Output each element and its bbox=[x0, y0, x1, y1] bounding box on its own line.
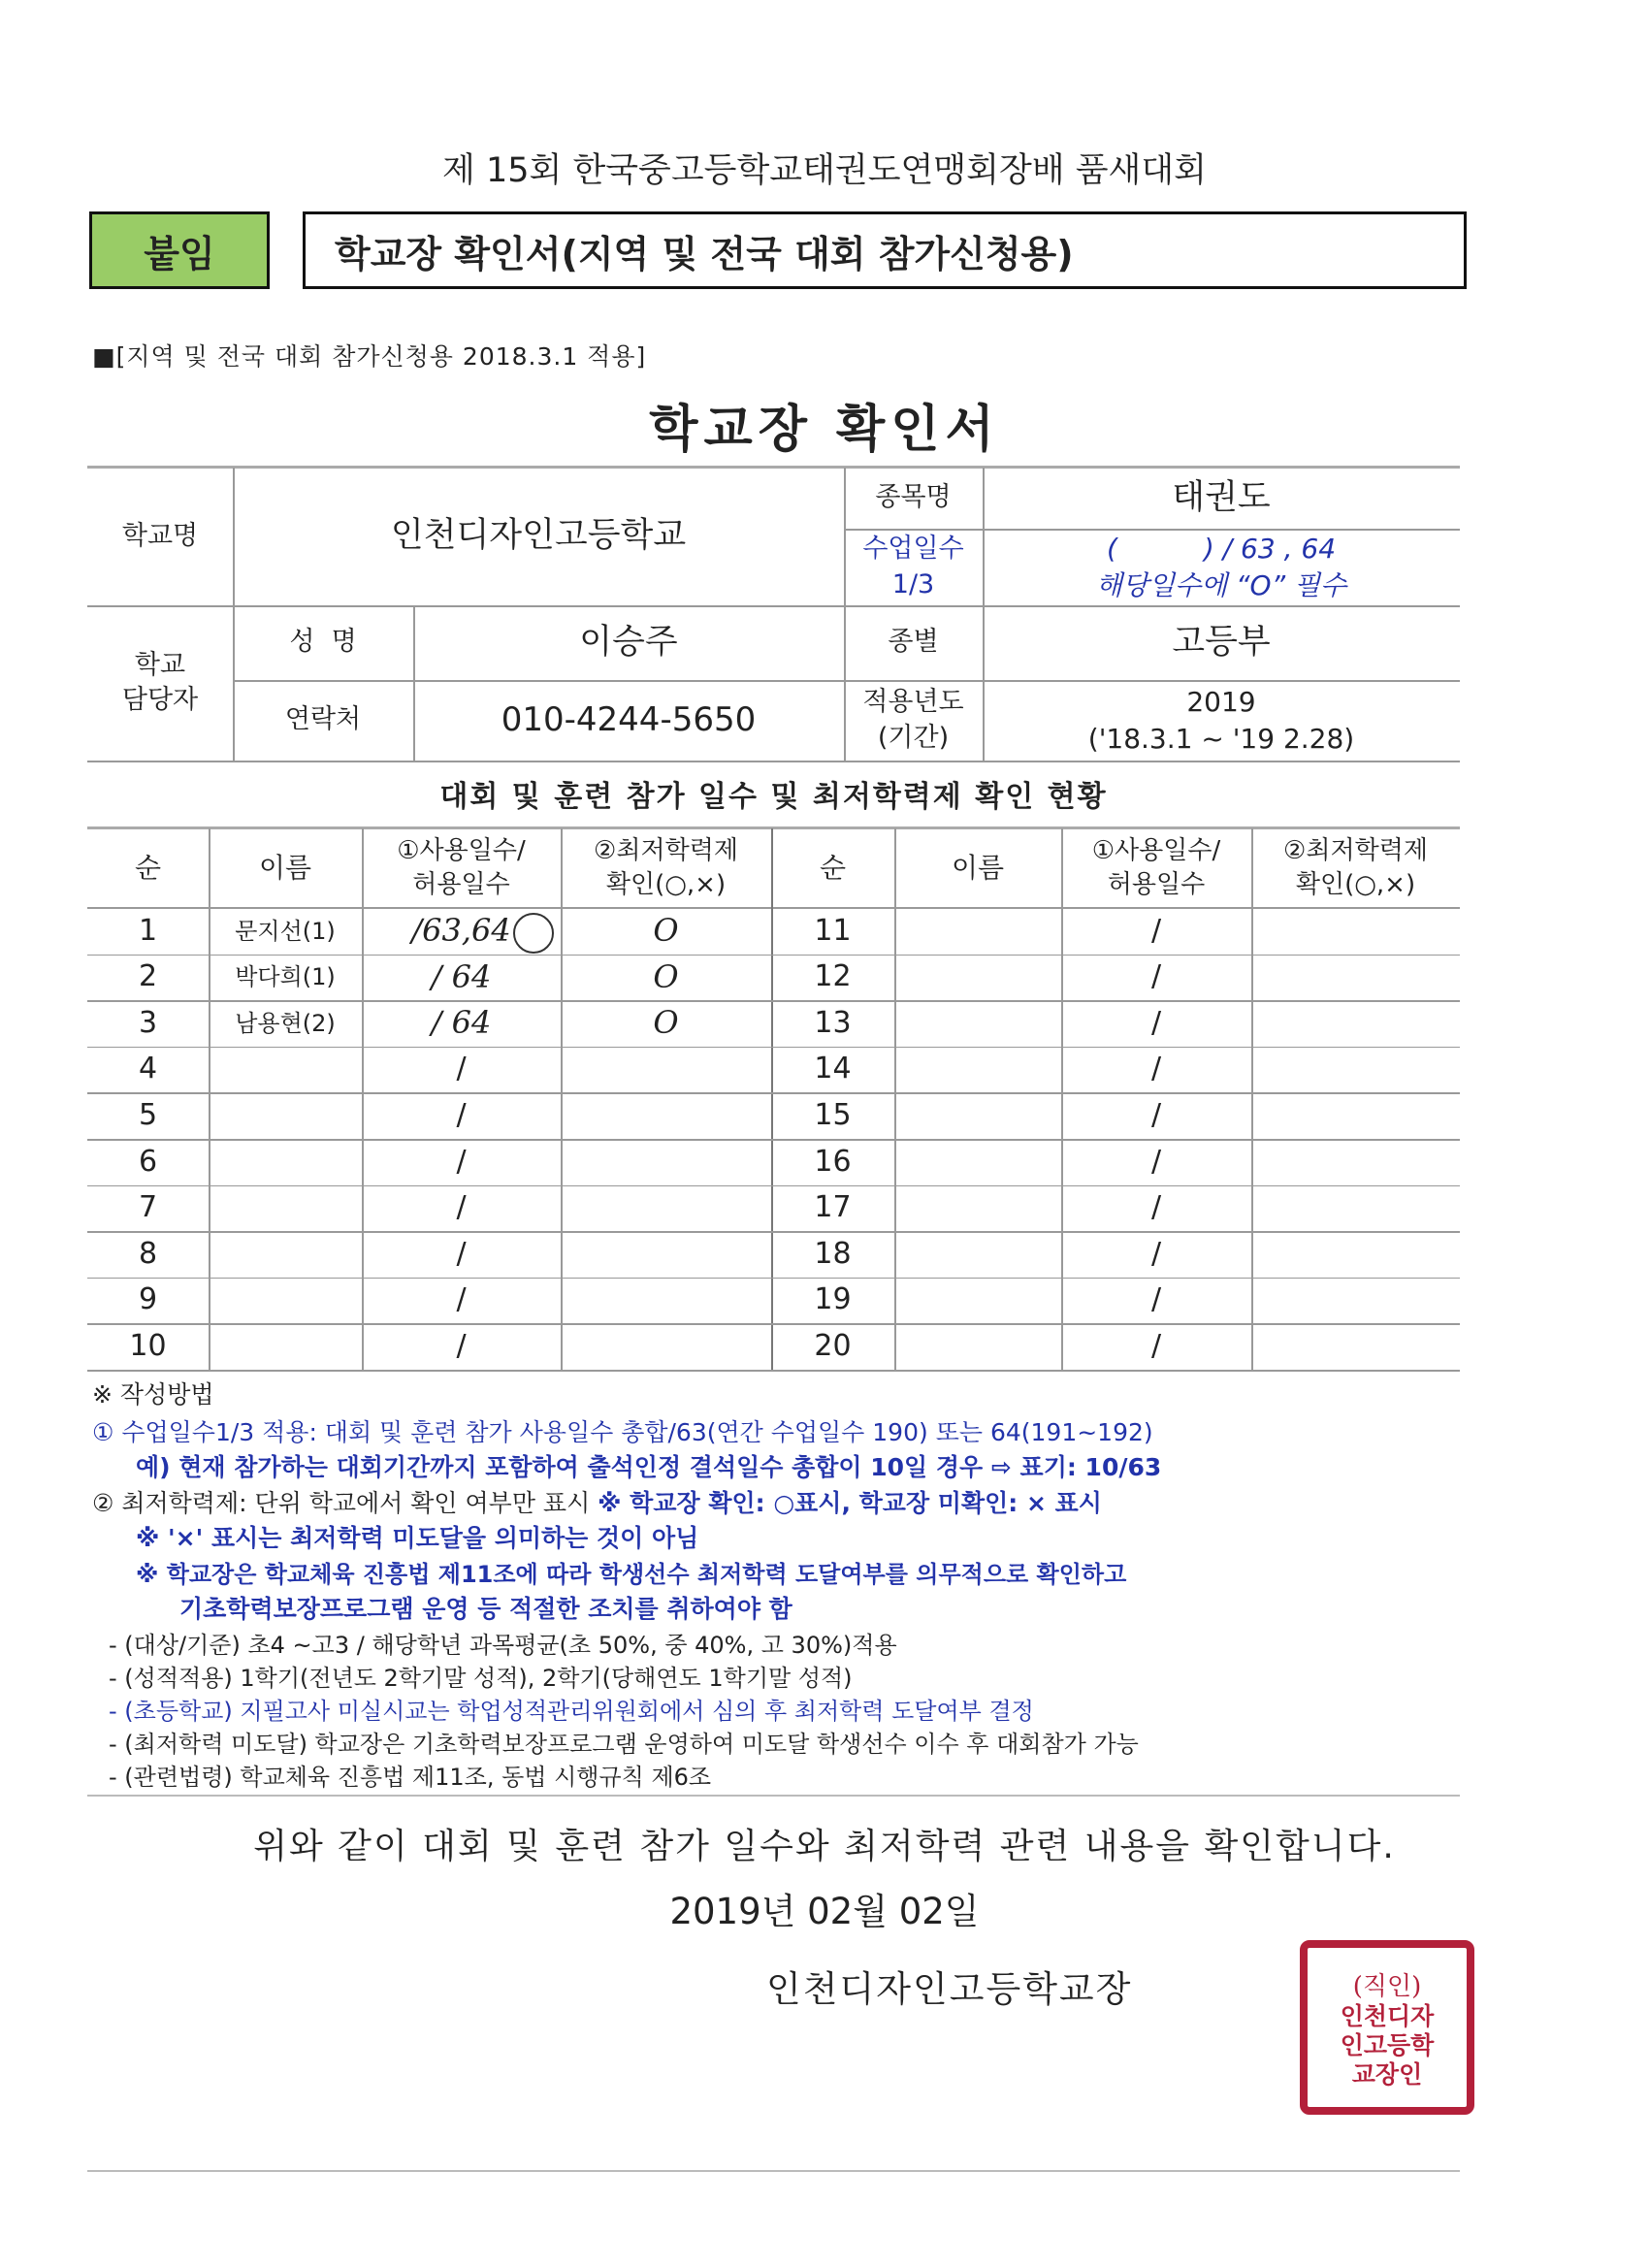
year-value bbox=[983, 680, 1460, 761]
contact-group-label bbox=[87, 605, 233, 761]
participant-name bbox=[894, 1000, 1061, 1047]
signer-title: 인천디자인고등학교장 bbox=[766, 1968, 1133, 2010]
note-2a-blue: ※ 학교장 확인: ○표시, 학교장 미확인: × 표시 bbox=[598, 1489, 1102, 1517]
days-used: / bbox=[1150, 1236, 1162, 1271]
row-number: 9 bbox=[138, 1282, 158, 1317]
attachment-tag: 붙임 bbox=[89, 211, 270, 289]
academic-check bbox=[1251, 1047, 1460, 1093]
class-days-label-line1: 수업일수 bbox=[862, 534, 964, 565]
row-number: 17 bbox=[814, 1190, 852, 1225]
days-used: / bbox=[456, 1236, 467, 1271]
year-value-line2: ('18.3.1 ~ '19 2.28) bbox=[1087, 722, 1355, 755]
seal-text: 인천디자인고등학교장인 bbox=[1340, 2001, 1435, 2089]
participant-name: 남용현(2) bbox=[235, 1009, 336, 1037]
participant-name bbox=[209, 1231, 362, 1278]
col-header-check bbox=[561, 829, 771, 907]
row-number: 13 bbox=[814, 1005, 852, 1040]
note-1a: ① 수업일수1/3 적용: 대회 및 훈련 참가 사용일수 총합/63(연간 수업일수 190) 또는 64(191~192) bbox=[92, 1418, 1153, 1446]
academic-check bbox=[561, 1231, 771, 1278]
apply-note: ■[지역 및 전국 대회 참가신청용 2018.3.1 적용] bbox=[92, 342, 647, 371]
participant-name bbox=[894, 955, 1061, 1001]
row-number: 7 bbox=[138, 1190, 158, 1225]
class-days-value-line2: 해당일수에 “O” 필수 bbox=[1095, 568, 1347, 601]
row-number: 1 bbox=[138, 913, 158, 948]
col-header-days-right-line1: ①사용일수/ bbox=[1091, 835, 1221, 865]
seal-mark: (직인) bbox=[1352, 1971, 1422, 2001]
form-title-box bbox=[303, 211, 1467, 289]
academic-check bbox=[561, 1185, 771, 1232]
note-2b: ※ '×' 표시는 최저학력 미도달을 의미하는 것이 아님 bbox=[136, 1524, 699, 1552]
academic-check bbox=[561, 1047, 771, 1093]
col-header-check-right-line1: ②최저학력제 bbox=[1283, 835, 1428, 865]
col-header-check-line2: 확인(○,×) bbox=[605, 870, 727, 899]
form-title: 학교장 확인서(지역 및 전국 대회 참가신청용) bbox=[335, 232, 1074, 275]
days-used: / bbox=[1150, 1282, 1162, 1317]
row-number: 2 bbox=[138, 959, 158, 994]
official-seal bbox=[1300, 1940, 1474, 2115]
days-used: / bbox=[1150, 1190, 1162, 1225]
days-used: / bbox=[456, 1190, 467, 1225]
signing-date: 2019년 02월 02일 bbox=[669, 1891, 980, 1932]
col-header-days-line2: 허용일수 bbox=[412, 870, 510, 899]
row-number: 20 bbox=[814, 1328, 852, 1363]
year-label-line2: (기간) bbox=[877, 722, 950, 753]
academic-check: O bbox=[653, 957, 679, 995]
academic-check bbox=[561, 1323, 771, 1370]
academic-check bbox=[1251, 1185, 1460, 1232]
participant-name: 박다희(1) bbox=[235, 963, 336, 991]
row-number: 19 bbox=[814, 1282, 852, 1317]
participant-name bbox=[209, 1185, 362, 1232]
row-number: 8 bbox=[138, 1236, 158, 1271]
days-used: / bbox=[456, 1328, 467, 1363]
participant-name: 문지선(1) bbox=[235, 917, 336, 945]
row-number: 5 bbox=[138, 1097, 158, 1132]
days-used: / bbox=[1150, 1005, 1162, 1040]
participant-name bbox=[894, 1323, 1061, 1370]
academic-check: O bbox=[653, 1004, 679, 1042]
year-label bbox=[844, 680, 983, 761]
academic-check bbox=[561, 1278, 771, 1324]
row-number: 18 bbox=[814, 1236, 852, 1271]
contact-group-label-line2: 담당자 bbox=[121, 685, 199, 715]
row-number: 3 bbox=[138, 1005, 158, 1040]
row-number: 6 bbox=[138, 1144, 158, 1179]
class-days-value bbox=[983, 529, 1460, 605]
detail-4: - (최저학력 미도달) 학교장은 기초학력보장프로그램 운영하여 미도달 학생선수 이수 후 대회참가 가능 bbox=[109, 1731, 1139, 1758]
col-header-days bbox=[362, 829, 561, 907]
row-number: 16 bbox=[814, 1144, 852, 1179]
class-days-label bbox=[844, 529, 983, 605]
event-title: 제 15회 한국중고등학교태권도연맹회장배 품새대회 bbox=[442, 151, 1207, 190]
name-label: 성 명 bbox=[289, 627, 357, 658]
participant-name bbox=[209, 1047, 362, 1093]
divider-bottom bbox=[87, 2170, 1460, 2172]
academic-check bbox=[561, 1139, 771, 1185]
detail-5: - (관련법령) 학교체육 진흥법 제11조, 동법 시행규칙 제6조 bbox=[109, 1764, 712, 1791]
school-label: 학교명 bbox=[121, 520, 199, 551]
academic-check bbox=[1251, 1139, 1460, 1185]
col-header-no: 순 bbox=[134, 852, 162, 885]
col-header-check-right-line2: 확인(○,×) bbox=[1295, 870, 1416, 899]
note-2a-plain: ② 최저학력제: 단위 학교에서 확인 여부만 표시 bbox=[92, 1489, 598, 1517]
handwritten-circle-mark bbox=[513, 913, 554, 954]
contact-group-label-line1: 학교 bbox=[134, 649, 186, 680]
days-used: / bbox=[1150, 959, 1162, 994]
row-number: 11 bbox=[814, 913, 852, 948]
academic-check bbox=[1251, 1092, 1460, 1139]
col-header-days-line1: ①사용일수/ bbox=[397, 835, 526, 865]
participant-name bbox=[209, 1278, 362, 1324]
class-days-label-line2: 1/3 bbox=[891, 568, 935, 599]
sport-value: 태권도 bbox=[1172, 477, 1271, 517]
academic-check bbox=[1251, 1323, 1460, 1370]
row-number: 4 bbox=[138, 1052, 158, 1086]
detail-1: - (대상/기준) 초4 ~고3 / 해당학년 과목평균(초 50%, 중 40%, 고 30%)적용 bbox=[109, 1632, 897, 1659]
academic-check bbox=[1251, 1000, 1460, 1047]
participant-name bbox=[209, 1323, 362, 1370]
col-header-days-right-line2: 허용일수 bbox=[1107, 870, 1206, 899]
days-used: / bbox=[1150, 1144, 1162, 1179]
participant-name bbox=[209, 1139, 362, 1185]
row-number: 15 bbox=[814, 1097, 852, 1132]
sport-label: 종목명 bbox=[875, 482, 952, 513]
detail-2: - (성적적용) 1학기(전년도 2학기말 성적), 2학기(당해연도 1학기말 성적) bbox=[109, 1665, 853, 1692]
academic-check bbox=[1251, 908, 1460, 955]
participant-name bbox=[894, 908, 1061, 955]
col-header-check-line1: ②최저학력제 bbox=[594, 835, 738, 865]
participant-name bbox=[894, 1185, 1061, 1232]
row-number: 12 bbox=[814, 959, 852, 994]
days-used: / bbox=[1150, 913, 1162, 948]
section-title: 대회 및 훈련 참가 일수 및 최저학력제 확인 현황 bbox=[439, 780, 1108, 814]
col-header-check-right bbox=[1251, 829, 1460, 907]
days-used: / bbox=[1150, 1328, 1162, 1363]
note-2a bbox=[92, 1484, 1102, 1519]
participant-name bbox=[209, 1092, 362, 1139]
school-value: 인천디자인고등학교 bbox=[390, 516, 687, 556]
participant-name bbox=[894, 1278, 1061, 1324]
participant-name bbox=[894, 1047, 1061, 1093]
note-1b: 예) 현재 참가하는 대회기간까지 포함하여 출석인정 결석일수 총합이 10일 경우 ⇨ 표기: 10/63 bbox=[136, 1453, 1162, 1481]
academic-check: O bbox=[653, 912, 679, 950]
days-used: / bbox=[456, 1144, 467, 1179]
days-used: / bbox=[456, 1282, 467, 1317]
year-label-line1: 적용년도 bbox=[862, 687, 964, 718]
days-used: / 64 bbox=[431, 957, 492, 995]
row-number: 10 bbox=[129, 1328, 167, 1363]
division-label: 종별 bbox=[888, 627, 939, 658]
col-header-days-right bbox=[1061, 829, 1251, 907]
days-used: / bbox=[1150, 1052, 1162, 1086]
note-2c: ※ 학교장은 학교체육 진흥법 제11조에 따라 학생선수 최저학력 도달여부를 의무적으로 확인하고 bbox=[136, 1561, 1127, 1588]
detail-3: - (초등학교) 지필고사 미실시교는 학업성적관리위원회에서 심의 후 최저학력 도달여부 결정 bbox=[109, 1698, 1034, 1725]
confirmation-statement: 위와 같이 대회 및 훈련 참가 일수와 최저학력 관련 내용을 확인합니다. bbox=[253, 1827, 1396, 1866]
row-number: 14 bbox=[814, 1052, 852, 1086]
year-value-line1: 2019 bbox=[1186, 685, 1256, 718]
days-used: / bbox=[456, 1052, 467, 1086]
days-used: / 64 bbox=[431, 1004, 492, 1042]
note-2d: 기초학력보장프로그램 운영 등 적절한 조치를 취하여야 함 bbox=[179, 1595, 792, 1623]
divider-top bbox=[87, 1795, 1460, 1797]
participant-name bbox=[894, 1231, 1061, 1278]
academic-check bbox=[1251, 1278, 1460, 1324]
academic-check bbox=[561, 1092, 771, 1139]
name-value: 이승주 bbox=[579, 622, 678, 662]
phone-label: 연락처 bbox=[284, 704, 362, 735]
academic-check bbox=[1251, 1231, 1460, 1278]
col-header-no-right: 순 bbox=[819, 852, 847, 885]
days-used: / bbox=[1150, 1097, 1162, 1132]
academic-check bbox=[1251, 955, 1460, 1001]
phone-value: 010-4244-5650 bbox=[501, 699, 757, 739]
notes-heading: ※ 작성방법 bbox=[92, 1380, 214, 1409]
col-header-name: 이름 bbox=[258, 852, 312, 885]
division-value: 고등부 bbox=[1172, 622, 1271, 662]
participant-name bbox=[894, 1139, 1061, 1185]
participant-name bbox=[894, 1092, 1061, 1139]
class-days-value-line1: ( ) / 63 , 64 bbox=[1106, 532, 1337, 565]
document-title: 학교장 확인서 bbox=[649, 401, 1000, 459]
col-header-name-right: 이름 bbox=[951, 852, 1005, 885]
days-used: /63,64 bbox=[411, 912, 511, 950]
row-divider bbox=[87, 1370, 1460, 1372]
days-used: / bbox=[456, 1097, 467, 1132]
